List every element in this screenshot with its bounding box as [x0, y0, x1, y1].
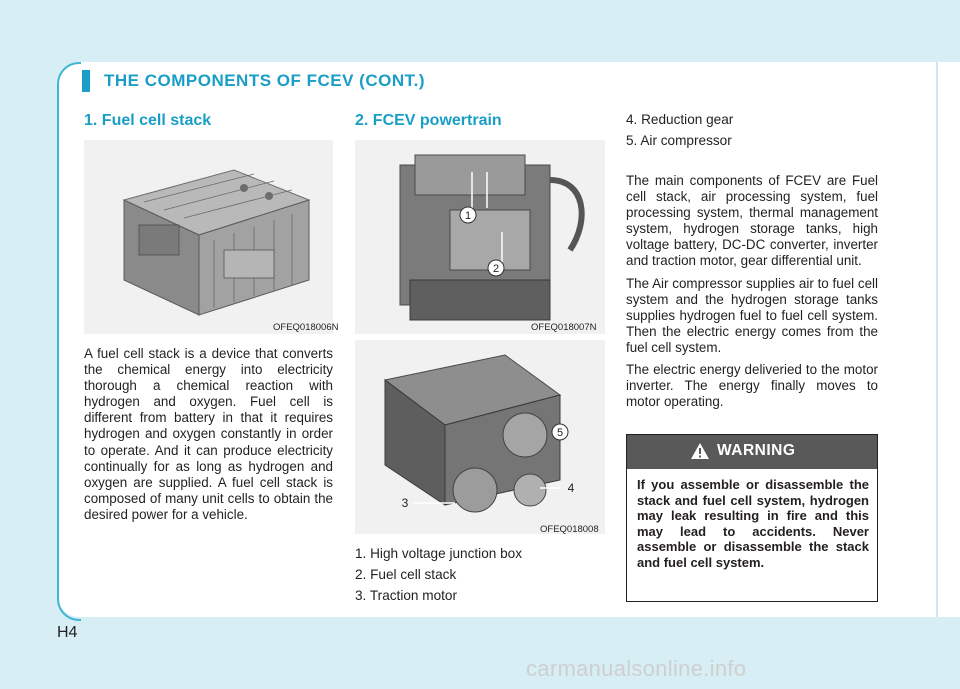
page-number: H4 — [57, 624, 78, 641]
callout-5: 5 — [556, 427, 564, 439]
warning-box — [626, 434, 878, 602]
warning-text: If you assemble or disassemble the stack and fuel cell system, hydrogen may leak resulting in fire and this may lead to accidents. Never assemble or disassemble the stack and fuel cell system. — [637, 477, 869, 570]
description-paragraph-1: The main components of FCEV are Fuel cell stack, air processing system, fuel processing system, thermal management system, hydrogen storage tanks, high voltage battery, DC-DC converter, inverter and traction motor, gear differential unit. — [626, 173, 878, 269]
description-paragraph-3: The electric energy deliveried to the motor inverter. The energy finally moves to motor operating. — [626, 362, 878, 410]
warning-triangle-icon — [691, 443, 709, 459]
image-code-powertrain-bottom: OFEQ018008 — [540, 524, 599, 535]
fuel-cell-stack-image — [84, 140, 333, 334]
fuel-cell-stack-paragraph: A fuel cell stack is a device that converts the chemical energy into electricity thorough a chemical reaction with hydrogen and oxygen. Fuel cell is different from battery in that it requires hydrogen and oxygen constantly in order to operate. And it can produce electricity continually for as long as hydrogen and oxygen are supplied. A fuel cell stack is composed of many unit cells to obtain the desired power for a vehicle. — [84, 346, 333, 522]
powertrain-image-top — [355, 140, 605, 334]
page-title: THE COMPONENTS OF FCEV (CONT.) — [104, 71, 425, 90]
watermark: carmanualsonline.info — [526, 656, 747, 681]
list-item-2: 2. Fuel cell stack — [355, 567, 457, 582]
warning-header — [627, 435, 877, 469]
description-text — [626, 173, 878, 416]
image-code-fuel-cell-stack: OFEQ018006N — [273, 322, 339, 333]
callout-3: 3 — [401, 496, 409, 510]
fuel-cell-stack-illustration — [84, 140, 333, 334]
fuel-cell-stack-heading: 1. Fuel cell stack — [84, 112, 212, 129]
list-item-4: 4. Reduction gear — [626, 112, 734, 127]
list-item-1: 1. High voltage junction box — [355, 546, 523, 561]
image-code-powertrain-top: OFEQ018007N — [531, 322, 597, 333]
list-item-3: 3. Traction motor — [355, 588, 457, 603]
callout-1: 1 — [464, 210, 472, 222]
powertrain-image-bottom — [355, 340, 605, 534]
header-accent-bar — [82, 70, 90, 92]
list-item-5: 5. Air compressor — [626, 133, 732, 148]
powertrain-illustration-top — [355, 140, 605, 334]
description-paragraph-2: The Air compressor supplies air to fuel cell system and the hydrogen storage tanks supplies hydrogen fuel to fuel cell system. Then the electric energy comes from the fuel cell system. — [626, 275, 878, 355]
section-header — [82, 70, 932, 92]
callout-4: 4 — [567, 481, 575, 495]
powertrain-illustration-bottom — [355, 340, 605, 534]
warning-label: WARNING — [717, 442, 796, 459]
callout-2: 2 — [492, 263, 500, 275]
powertrain-heading: 2. FCEV powertrain — [355, 112, 502, 129]
